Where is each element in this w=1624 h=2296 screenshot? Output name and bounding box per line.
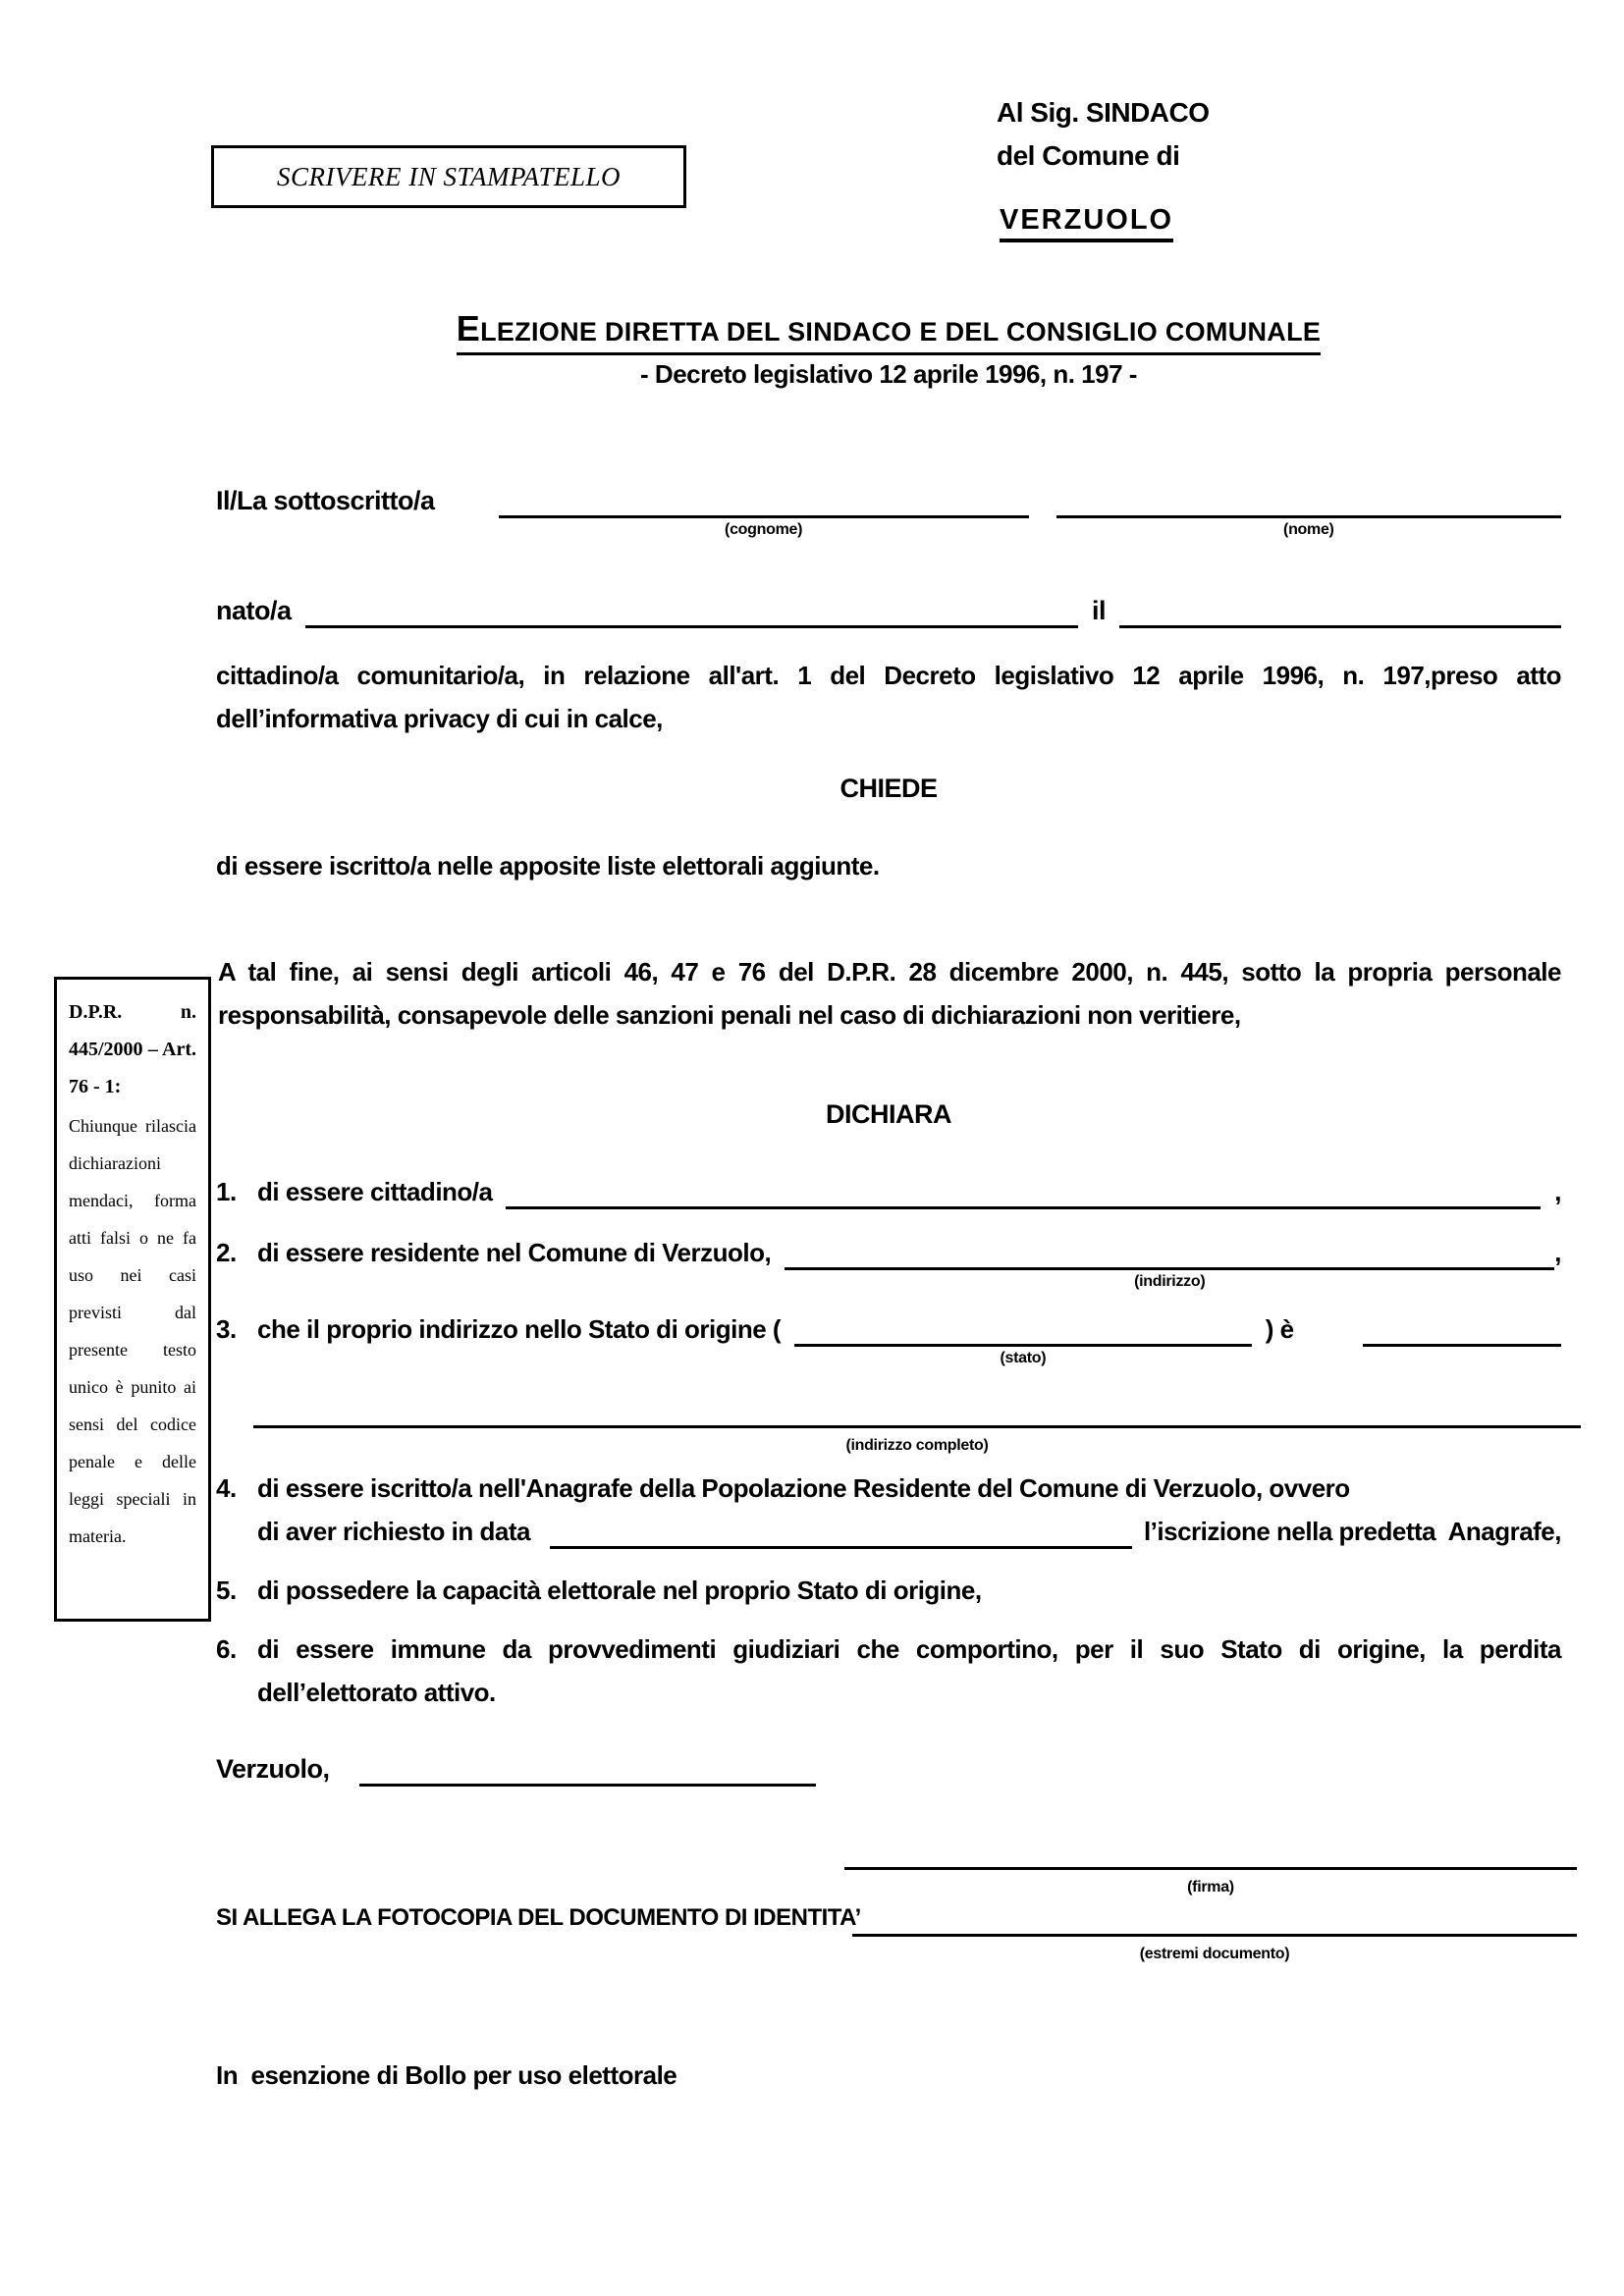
declaration-item-6 bbox=[216, 1628, 1561, 1714]
dpr-note-heading: D.P.R. n. 445/2000 – Art. 76 - 1: bbox=[69, 1001, 196, 1097]
subscriber-row bbox=[216, 479, 1561, 538]
name-field[interactable] bbox=[1056, 513, 1561, 538]
signature-line[interactable] bbox=[844, 1867, 1577, 1896]
birthdate-field[interactable] bbox=[1119, 623, 1561, 628]
item-tail: , bbox=[1554, 1238, 1561, 1267]
dichiara-heading: DICHIARA bbox=[826, 1099, 951, 1129]
birthplace-field[interactable] bbox=[305, 623, 1078, 628]
signature-caption: (firma) bbox=[1187, 1879, 1234, 1896]
title-first-letter: E bbox=[456, 308, 481, 348]
birth-row bbox=[216, 589, 1561, 632]
declaration-item-5 bbox=[216, 1569, 1561, 1612]
place-label: Verzuolo, bbox=[216, 1754, 330, 1784]
item-line1: di essere iscritto/a nell'Anagrafe della Popolazione Residente del Comune di Verzuolo, ovvero bbox=[257, 1473, 1350, 1503]
item-line2-before: di aver richiesto in data bbox=[257, 1517, 530, 1546]
item-number: 2. bbox=[216, 1238, 237, 1267]
document-caption: (estremi documento) bbox=[1139, 1946, 1290, 1962]
item-number: 6. bbox=[216, 1634, 237, 1664]
stamp-exemption-note: In esenzione di Bollo per uso elettorale bbox=[216, 2060, 677, 2090]
surname-caption: (cognome) bbox=[725, 521, 803, 538]
dpr-note-box bbox=[54, 977, 211, 1622]
municipality-name: VERZUOLO bbox=[1000, 204, 1173, 242]
recipient-line-2: del Comune di bbox=[997, 140, 1180, 171]
document-line[interactable] bbox=[852, 1934, 1577, 1962]
stampatello-notice-box bbox=[211, 145, 686, 208]
place-date-row bbox=[216, 1747, 1561, 1790]
recipient-block bbox=[997, 91, 1210, 178]
chiede-heading: CHIEDE bbox=[839, 774, 938, 803]
address-caption: (indirizzo) bbox=[1134, 1273, 1206, 1290]
origin-address-short-field[interactable] bbox=[1363, 1342, 1561, 1347]
form-title bbox=[216, 308, 1561, 355]
registry-request-date-field[interactable] bbox=[550, 1544, 1132, 1549]
item-number: 5. bbox=[216, 1575, 237, 1605]
declaration-item-4 bbox=[216, 1467, 1561, 1553]
item-middle: ) è bbox=[1265, 1314, 1294, 1344]
request-text: di essere iscritto/a nelle apposite liste elettorali aggiunte. bbox=[216, 851, 880, 881]
title-rest: LEZIONE DIRETTA DEL SINDACO E DEL CONSIGLIO COMUNALE bbox=[480, 317, 1322, 347]
citizenship-paragraph: cittadino/a comunitario/a, in relazione all'art. 1 del Decreto legislativo 12 aprile 1996, n. 197,preso atto dell’informativa privacy di cui in calce, bbox=[216, 661, 1561, 733]
item-text: di essere residente nel Comune di Verzuolo, bbox=[257, 1238, 772, 1267]
date-field[interactable] bbox=[359, 1782, 816, 1787]
birthplace-label: nato/a bbox=[216, 596, 292, 625]
full-address-line[interactable] bbox=[253, 1425, 1581, 1454]
item-number: 4. bbox=[216, 1473, 237, 1503]
birthdate-label: il bbox=[1092, 596, 1107, 625]
item-line2-after: l’iscrizione nella predetta Anagrafe, bbox=[1143, 1517, 1561, 1546]
form-subtitle: - Decreto legislativo 12 aprile 1996, n. 197 - bbox=[640, 359, 1137, 389]
item-number: 1. bbox=[216, 1177, 237, 1206]
stampatello-notice-text: SCRIVERE IN STAMPATELLO bbox=[276, 161, 621, 191]
declaration-item-3 bbox=[216, 1308, 1561, 1366]
declaration-item-2 bbox=[216, 1231, 1561, 1290]
premise-paragraph: A tal fine, ai sensi degli articoli 46, 47 e 76 del D.P.R. 28 dicembre 2000, n. 445, sotto la propria personale responsabilità, consapevole delle sanzioni penali nel caso di dichiarazioni non veritiere, bbox=[218, 957, 1561, 1030]
residence-address-field[interactable] bbox=[785, 1265, 1554, 1290]
surname-field[interactable] bbox=[499, 513, 1029, 538]
full-address-caption: (indirizzo completo) bbox=[845, 1437, 989, 1454]
item-text: di possedere la capacità elettorale nel proprio Stato di origine, bbox=[257, 1575, 982, 1605]
item-text: che il proprio indirizzo nello Stato di origine ( bbox=[257, 1314, 782, 1344]
item-text: di essere cittadino/a bbox=[257, 1177, 493, 1206]
attachment-note: SI ALLEGA LA FOTOCOPIA DEL DOCUMENTO DI IDENTITA’ bbox=[216, 1904, 861, 1931]
item-tail: , bbox=[1554, 1177, 1561, 1206]
recipient-line-1: Al Sig. SINDACO bbox=[997, 97, 1210, 128]
declaration-item-1 bbox=[216, 1170, 1561, 1213]
state-caption: (stato) bbox=[1000, 1350, 1047, 1366]
citizenship-field[interactable] bbox=[506, 1204, 1541, 1209]
subscriber-label: Il/La sottoscritto/a bbox=[216, 486, 435, 515]
name-caption: (nome) bbox=[1283, 521, 1334, 538]
item-text: di essere immune da provvedimenti giudiziari che comportino, per il suo Stato di origine, la perdita dell’elettorato attivo. bbox=[257, 1634, 1561, 1707]
item-number: 3. bbox=[216, 1314, 237, 1344]
state-field[interactable] bbox=[794, 1342, 1252, 1366]
dpr-note-body: Chiunque rilascia dichiarazioni mendaci, forma atti falsi o ne fa uso nei casi previsti dal presente testo unico è punito ai sensi del codice penale e delle leggi speciali in materia. bbox=[69, 1116, 196, 1546]
